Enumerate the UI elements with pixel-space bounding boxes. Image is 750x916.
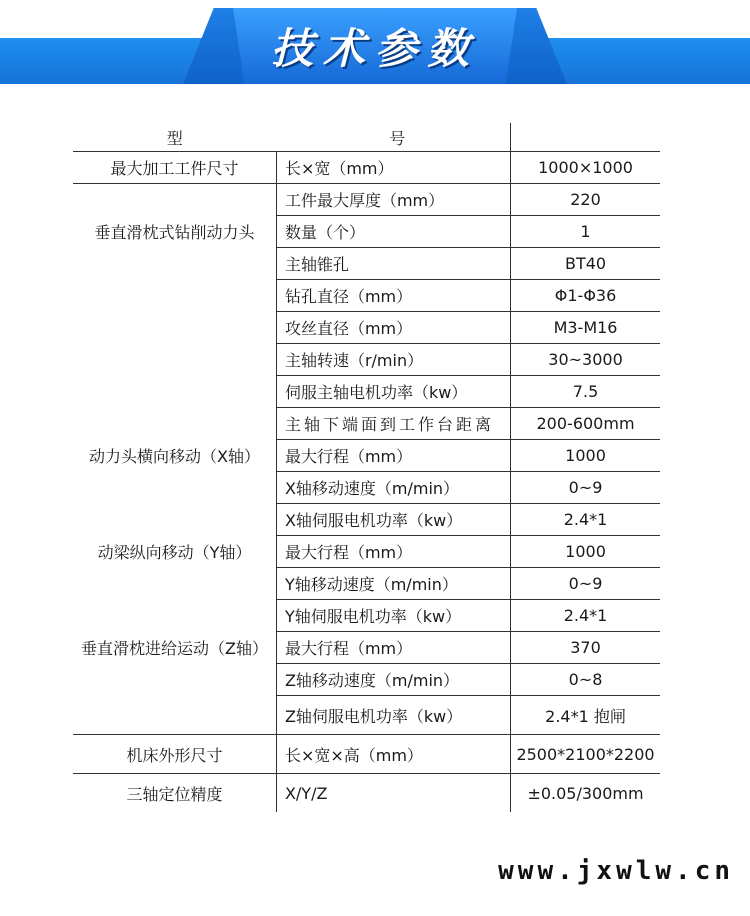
group-cell <box>73 696 276 735</box>
group-cell <box>73 376 276 408</box>
value-cell: 1000×1000 <box>511 152 660 184</box>
param-cell: X/Y/Z <box>276 774 510 813</box>
param-cell: 钻孔直径（mm） <box>276 280 510 312</box>
param-cell: 最大行程（mm） <box>276 536 510 568</box>
table-row <box>73 504 660 536</box>
group-cell <box>73 184 276 216</box>
value-cell: Φ1-Φ36 <box>511 280 660 312</box>
group-cell: 机床外形尺寸 <box>73 735 276 774</box>
group-cell <box>73 472 276 504</box>
page-title: 技术参数 <box>270 24 479 73</box>
value-cell: 30~3000 <box>511 344 660 376</box>
group-cell: 动梁纵向移动（Y轴） <box>97 543 252 562</box>
value-cell: 0~8 <box>511 664 660 696</box>
header-cell-model: 号 <box>276 123 510 152</box>
table-row <box>73 248 660 280</box>
table-row <box>73 280 660 312</box>
table-row <box>73 216 660 248</box>
table-row <box>73 376 660 408</box>
table-row <box>73 568 660 600</box>
value-cell: 0~9 <box>511 472 660 504</box>
value-cell: 1 <box>511 216 660 248</box>
value-cell: ±0.05/300mm <box>511 774 660 813</box>
value-cell: 7.5 <box>511 376 660 408</box>
param-cell: 长×宽×高（mm） <box>276 735 510 774</box>
group-cell <box>73 344 276 376</box>
param-cell: 工件最大厚度（mm） <box>276 184 510 216</box>
value-cell: BT40 <box>511 248 660 280</box>
group-cell <box>73 664 276 696</box>
param-cell: 伺服主轴电机功率（kw） <box>276 376 510 408</box>
table-row <box>73 152 660 184</box>
group-cell <box>73 600 276 632</box>
table-row <box>73 184 660 216</box>
table-row <box>73 632 660 664</box>
param-cell: 最大行程（mm） <box>276 440 510 472</box>
table-header-row <box>73 123 660 152</box>
header-cell-empty <box>511 123 660 152</box>
value-cell: 1000 <box>511 440 660 472</box>
param-cell: Z轴移动速度（m/min） <box>276 664 510 696</box>
value-cell: 2.4*1 抱闸 <box>511 696 660 735</box>
value-cell: 2.4*1 <box>511 504 660 536</box>
group-cell <box>73 408 276 440</box>
value-cell: 1000 <box>511 536 660 568</box>
param-cell: X轴伺服电机功率（kw） <box>276 504 510 536</box>
param-cell: X轴移动速度（m/min） <box>276 472 510 504</box>
value-cell: 220 <box>511 184 660 216</box>
param-cell: Y轴移动速度（m/min） <box>276 568 510 600</box>
table-row <box>73 664 660 696</box>
param-cell: 最大行程（mm） <box>276 632 510 664</box>
group-cell: 最大加工工件尺寸 <box>73 152 276 184</box>
group-cell: 三轴定位精度 <box>126 784 223 804</box>
table-row <box>73 472 660 504</box>
param-cell: Y轴伺服电机功率（kw） <box>276 600 510 632</box>
param-cell: 主轴下端面到工作台距离 <box>276 408 510 440</box>
param-cell: 主轴转速（r/min） <box>276 344 510 376</box>
param-cell: 数量（个） <box>276 216 510 248</box>
footer-url: www.jxwlw.cn <box>498 856 734 886</box>
param-cell: 攻丝直径（mm） <box>276 312 510 344</box>
group-cell <box>73 312 276 344</box>
value-cell: 370 <box>511 632 660 664</box>
value-cell: 2500*2100*2200 <box>511 735 660 774</box>
table-row <box>73 312 660 344</box>
value-cell: 200-600mm <box>511 408 660 440</box>
group-cell: 垂直滑枕式钻削动力头 <box>94 223 255 242</box>
group-cell: 动力头横向移动（X轴） <box>88 447 260 466</box>
value-cell: M3-M16 <box>511 312 660 344</box>
table-row <box>73 600 660 632</box>
spec-table <box>73 123 660 812</box>
param-cell: 主轴锥孔 <box>276 248 510 280</box>
param-cell: Z轴伺服电机功率（kw） <box>276 696 510 735</box>
group-cell <box>73 504 276 536</box>
param-cell: 长×宽（mm） <box>276 152 510 184</box>
table-row <box>73 735 660 774</box>
group-cell: 垂直滑枕进给运动（Z轴） <box>80 639 268 658</box>
value-cell: 0~9 <box>511 568 660 600</box>
header-cell-type: 型 <box>73 123 276 152</box>
table-row <box>73 440 660 472</box>
table-row <box>73 696 660 735</box>
table-row <box>73 344 660 376</box>
group-cell <box>73 280 276 312</box>
table-row <box>73 774 660 813</box>
table-row <box>73 536 660 568</box>
group-cell <box>73 568 276 600</box>
value-cell: 2.4*1 <box>511 600 660 632</box>
table-row <box>73 408 660 440</box>
group-cell <box>73 248 276 280</box>
